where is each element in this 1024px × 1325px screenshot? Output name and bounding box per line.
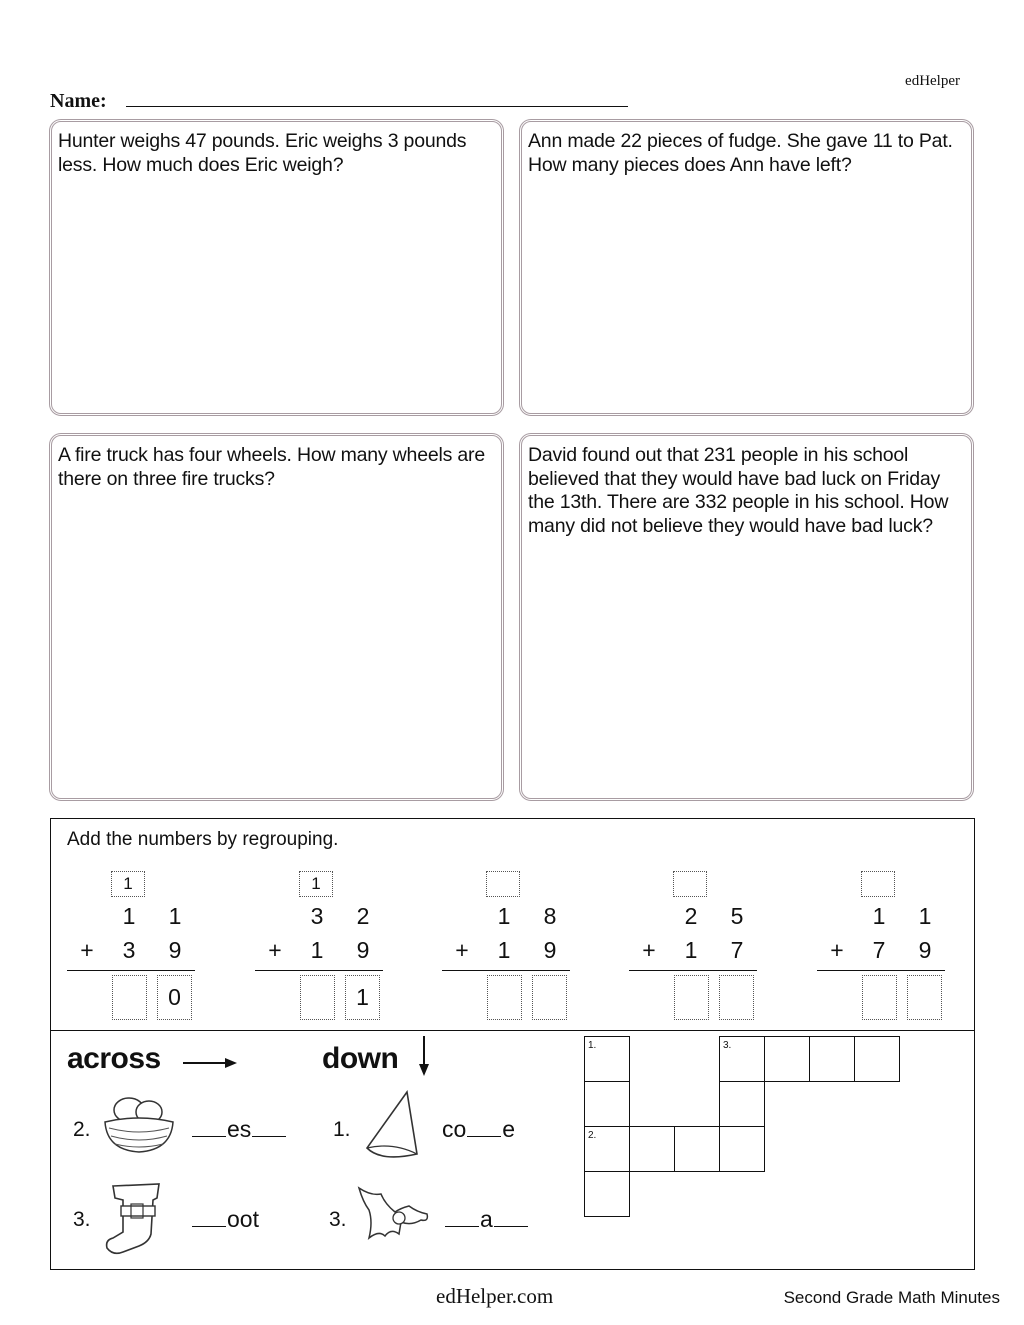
- carry-box[interactable]: [861, 871, 895, 897]
- bottom-tens-digit: 1: [684, 937, 698, 963]
- footer-site: edHelper.com: [436, 1284, 554, 1308]
- carry-box[interactable]: [486, 871, 520, 897]
- carry-box[interactable]: [673, 871, 707, 897]
- crossword-cell[interactable]: [764, 1036, 810, 1082]
- sum-line: [629, 970, 757, 971]
- carry-box[interactable]: 1: [111, 871, 145, 897]
- word-problem-text: A fire truck has four wheels. How many wheels are there on three fire trucks?: [58, 444, 485, 490]
- crossword-cell[interactable]: [584, 1126, 630, 1172]
- answer-tens-box[interactable]: [674, 975, 709, 1020]
- letter-fragment: es: [227, 1116, 252, 1142]
- bottom-tens-digit: 3: [122, 937, 136, 963]
- bat-icon: [355, 1182, 431, 1252]
- right-arrow-icon: [183, 1056, 237, 1070]
- answer-ones-box[interactable]: [719, 975, 754, 1020]
- plus-sign: +: [268, 937, 282, 963]
- footer-title: Second Grade Math Minutes: [783, 1288, 1000, 1307]
- answer-tens-box[interactable]: [487, 975, 522, 1020]
- answer-ones-box[interactable]: 0: [157, 975, 192, 1020]
- crossword-section: [50, 1030, 975, 1270]
- boot-icon: [103, 1182, 169, 1258]
- addition-problem: [629, 865, 769, 1025]
- sum-line: [67, 970, 195, 971]
- sum-line: [255, 970, 383, 971]
- crossword-cell[interactable]: [674, 1126, 720, 1172]
- nest-with-eggs-icon: [99, 1088, 179, 1158]
- crossword-cell[interactable]: [719, 1126, 765, 1172]
- top-tens-digit: 1: [122, 903, 136, 929]
- letter-blank[interactable]: [494, 1225, 528, 1227]
- bottom-ones-digit: 7: [730, 937, 744, 963]
- carry-box[interactable]: 1: [299, 871, 333, 897]
- letter-blank[interactable]: [192, 1225, 226, 1227]
- top-tens-digit: 3: [310, 903, 324, 929]
- top-ones-digit: 5: [730, 903, 744, 929]
- crossword-cell[interactable]: [719, 1081, 765, 1127]
- cone-icon: [363, 1090, 423, 1166]
- answer-ones-box[interactable]: [532, 975, 567, 1020]
- answer-ones-box[interactable]: 1: [345, 975, 380, 1020]
- letter-fragment: co: [442, 1116, 467, 1142]
- across-heading: across: [67, 1042, 161, 1075]
- clue-number: 1.: [333, 1118, 351, 1141]
- answer-tens-box[interactable]: [862, 975, 897, 1020]
- cell-number: 1.: [588, 1040, 597, 1051]
- down-arrow-icon: [418, 1036, 430, 1076]
- crossword-cell[interactable]: [584, 1036, 630, 1082]
- answer-tens-box[interactable]: [300, 975, 335, 1020]
- sum-line: [817, 970, 945, 971]
- bottom-tens-digit: 7: [872, 937, 886, 963]
- bottom-tens-digit: 1: [497, 937, 511, 963]
- top-ones-digit: 8: [543, 903, 557, 929]
- regrouping-section: [50, 818, 975, 1031]
- crossword-cell[interactable]: [809, 1036, 855, 1082]
- answer-tens-box[interactable]: [112, 975, 147, 1020]
- letter-fragment: a: [480, 1206, 493, 1232]
- bottom-tens-digit: 1: [310, 937, 324, 963]
- name-field[interactable]: [126, 106, 628, 107]
- crossword-cell[interactable]: [719, 1036, 765, 1082]
- bottom-ones-digit: 9: [168, 937, 182, 963]
- plus-sign: +: [642, 937, 656, 963]
- plus-sign: +: [80, 937, 94, 963]
- clue-number: 3.: [329, 1208, 347, 1231]
- word-pattern: [442, 1116, 515, 1143]
- name-label: Name:: [50, 90, 107, 112]
- crossword-cell[interactable]: [584, 1171, 630, 1217]
- answer-ones-box[interactable]: [907, 975, 942, 1020]
- plus-sign: +: [455, 937, 469, 963]
- top-ones-digit: 2: [356, 903, 370, 929]
- top-ones-digit: 1: [918, 903, 932, 929]
- word-problem-text: David found out that 231 people in his school believed that they would have bad luck on Friday the 13th. There are 332 people in his school. How many did not believe they would have bad luck?: [528, 444, 949, 537]
- cell-number: 3.: [723, 1040, 732, 1051]
- word-pattern: [191, 1116, 287, 1143]
- addition-problem: [67, 865, 207, 1025]
- word-problem-box[interactable]: [519, 433, 974, 801]
- letter-blank[interactable]: [445, 1225, 479, 1227]
- plus-sign: +: [830, 937, 844, 963]
- word-pattern: [191, 1206, 259, 1233]
- addition-problem: [442, 865, 582, 1025]
- cell-number: 2.: [588, 1130, 597, 1141]
- word-problem-box[interactable]: [49, 119, 504, 416]
- bottom-ones-digit: 9: [356, 937, 370, 963]
- letter-fragment: oot: [227, 1206, 259, 1232]
- crossword-cell[interactable]: [629, 1126, 675, 1172]
- regrouping-instruction: Add the numbers by regrouping.: [67, 829, 339, 850]
- letter-fragment: e: [502, 1116, 516, 1142]
- top-tens-digit: 2: [684, 903, 698, 929]
- word-problem-text: Ann made 22 pieces of fudge. She gave 11 to Pat. How many pieces does Ann have left?: [528, 130, 953, 176]
- word-problem-text: Hunter weighs 47 pounds. Eric weighs 3 pounds less. How much does Eric weigh?: [58, 130, 467, 176]
- brand-label: edHelper: [905, 73, 960, 89]
- letter-blank[interactable]: [192, 1135, 226, 1137]
- letter-blank[interactable]: [252, 1135, 286, 1137]
- crossword-cell[interactable]: [854, 1036, 900, 1082]
- clue-number: 2.: [73, 1118, 91, 1141]
- clue-number: 3.: [73, 1208, 91, 1231]
- word-problem-box[interactable]: [49, 433, 504, 801]
- sum-line: [442, 970, 570, 971]
- letter-blank[interactable]: [467, 1135, 501, 1137]
- word-pattern: [444, 1206, 529, 1233]
- top-ones-digit: 1: [168, 903, 182, 929]
- crossword-cell[interactable]: [584, 1081, 630, 1127]
- down-heading: down: [322, 1042, 399, 1075]
- word-problem-box[interactable]: [519, 119, 974, 416]
- addition-problem: [817, 865, 957, 1025]
- bottom-ones-digit: 9: [543, 937, 557, 963]
- top-tens-digit: 1: [872, 903, 886, 929]
- addition-problem: [255, 865, 395, 1025]
- top-tens-digit: 1: [497, 903, 511, 929]
- bottom-ones-digit: 9: [918, 937, 932, 963]
